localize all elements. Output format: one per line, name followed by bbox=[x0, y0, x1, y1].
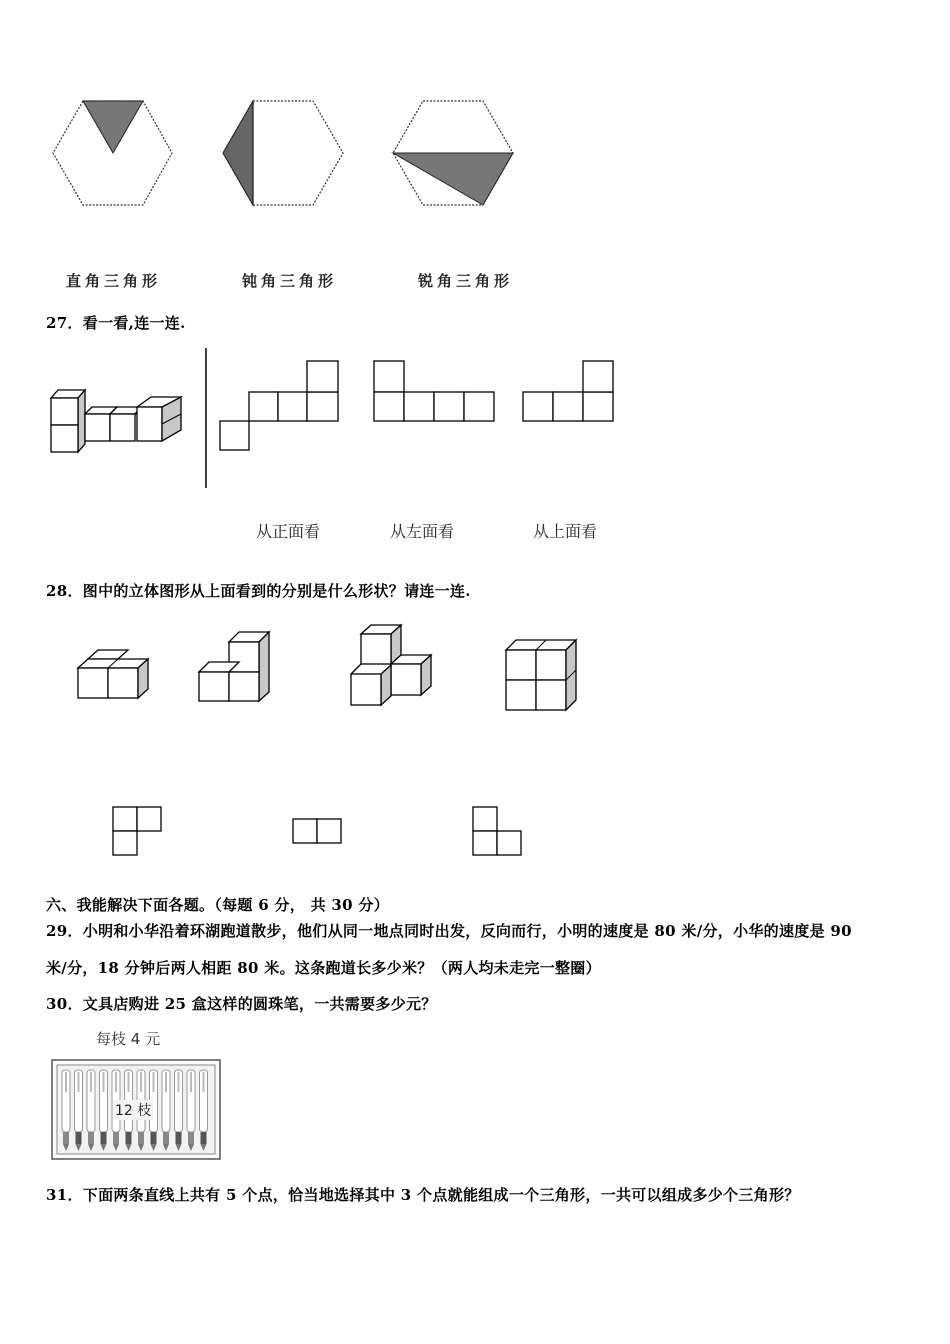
pen bbox=[175, 1070, 183, 1151]
q28-topview-1 bbox=[113, 807, 161, 855]
box-label: 12 枝 bbox=[113, 1100, 153, 1120]
pen bbox=[200, 1070, 208, 1151]
q27-figures bbox=[0, 340, 950, 510]
q27-view-b bbox=[374, 361, 494, 421]
pen bbox=[100, 1070, 108, 1151]
hexagon-label-3: 锐角三角形 bbox=[418, 272, 514, 290]
question-28: 28．图中的立体图形从上面看到的分别是什么形状？请连一连. bbox=[46, 582, 471, 600]
pen bbox=[187, 1070, 195, 1151]
question-29-line-2: 米/分，18 分钟后两人相距 80 米。这条跑道长多少米？（两人均未走完一整圈） bbox=[46, 959, 601, 977]
q27-view-a bbox=[220, 361, 338, 450]
q28-solid-4 bbox=[506, 640, 576, 710]
hexagon-obtuse-triangle bbox=[223, 101, 343, 205]
q28-solids bbox=[0, 615, 950, 875]
question-27: 27．看一看,连一连. bbox=[46, 314, 186, 332]
q28-topview-3 bbox=[473, 807, 521, 855]
q28-topview-2 bbox=[293, 819, 341, 843]
price-label: 每枝 4 元 bbox=[96, 1030, 161, 1048]
hexagon-figures bbox=[0, 0, 950, 260]
view-label-left: 从左面看 bbox=[390, 522, 455, 541]
hexagon-label-2: 钝角三角形 bbox=[242, 272, 338, 290]
hexagon-label-1: 直角三角形 bbox=[66, 272, 162, 290]
hexagon-acute-triangle bbox=[393, 101, 513, 205]
q27-view-c bbox=[523, 361, 613, 421]
question-30: 30．文具店购进 25 盒这样的圆珠笔，一共需要多少元？ bbox=[46, 995, 437, 1013]
q28-solid-3 bbox=[351, 625, 431, 705]
pen bbox=[75, 1070, 83, 1151]
q28-solid-2 bbox=[199, 632, 269, 701]
view-label-top: 从上面看 bbox=[533, 522, 598, 541]
question-29-line-1: 29．小明和小华沿着环湖跑道散步，他们从同一地点同时出发，反向而行，小明的速度是 80 米/分，小华的速度是 90 bbox=[46, 922, 852, 940]
q27-solid bbox=[51, 390, 181, 452]
hexagon-right-triangle bbox=[53, 101, 172, 205]
question-31: 31．下面两条直线上共有 5 个点，恰当地选择其中 3 个点就能组成一个三角形，一共可以组成多少个三角形？ bbox=[46, 1186, 800, 1204]
view-label-front: 从正面看 bbox=[256, 522, 321, 541]
section-6-title: 六、我能解决下面各题。（每题 6 分， 共 30 分） bbox=[46, 896, 390, 914]
pen bbox=[62, 1070, 70, 1151]
pen bbox=[87, 1070, 95, 1151]
q28-solid-1 bbox=[78, 650, 148, 698]
pen bbox=[162, 1070, 170, 1151]
